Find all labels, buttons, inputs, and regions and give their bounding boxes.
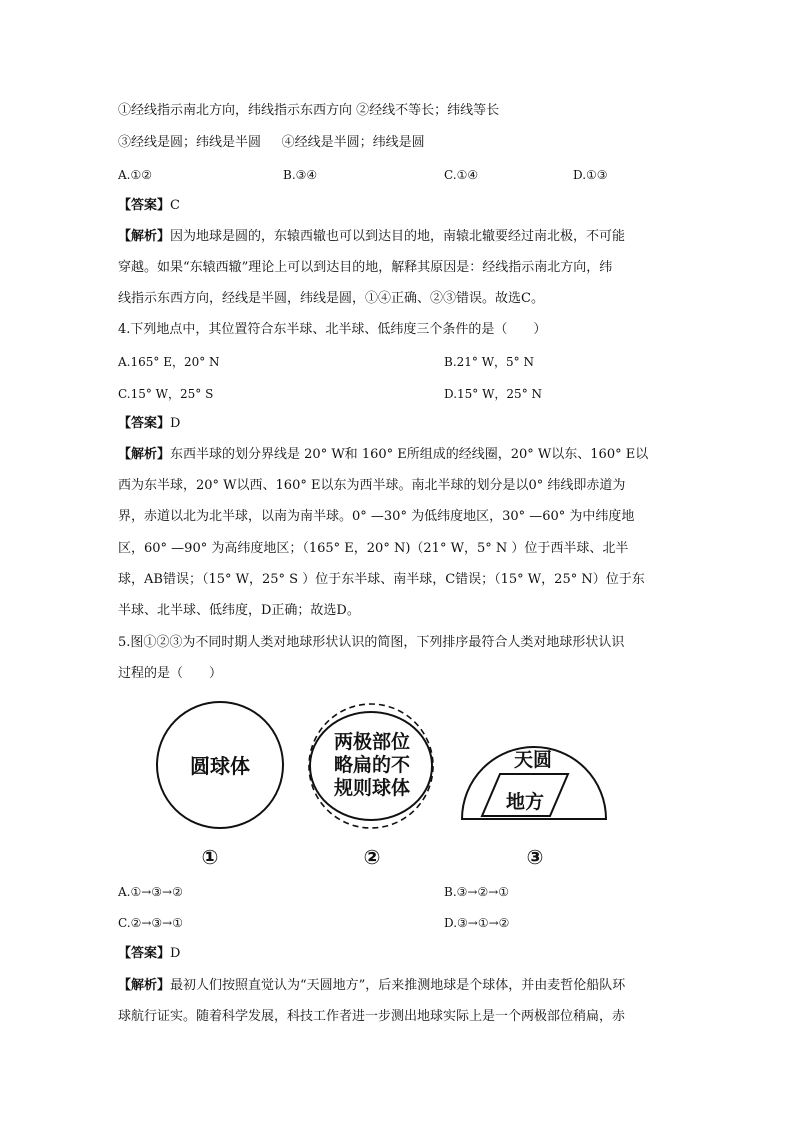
answer-value: D bbox=[170, 946, 181, 961]
q3-option-b: B.③④ bbox=[283, 168, 318, 182]
q5-question-line-2: 过程的是（ ） bbox=[118, 666, 223, 681]
q3-option-c: C.①④ bbox=[444, 168, 479, 182]
q4-analysis-line-6: 半球、北半球、低纬度，D正确；故选D。 bbox=[118, 603, 360, 618]
analysis-tag: 【解析】 bbox=[118, 447, 171, 462]
q5-option-d: D.③→①→② bbox=[444, 916, 510, 930]
answer-value: D bbox=[170, 416, 181, 431]
q3-answer bbox=[118, 197, 180, 215]
q4-question: 4.下列地点中，其位置符合东半球、北半球、低纬度三个条件的是（ ） bbox=[118, 322, 547, 337]
q4-analysis-line-1 bbox=[118, 446, 648, 464]
fig2-label-line-2: 略扁的不 bbox=[333, 754, 411, 776]
q3-option-d: D.①③ bbox=[573, 168, 608, 182]
answer-value: C bbox=[170, 198, 180, 213]
q4-analysis-line-5: 球，AB错误；（15° W，25° S ）位于东半球、南半球，C错误；（15° W，25° N）位于东 bbox=[118, 572, 645, 587]
fig1-label: 圆球体 bbox=[190, 754, 250, 778]
q4-option-d: D.15° W，25° N bbox=[444, 387, 543, 401]
answer-tag: 【答案】 bbox=[118, 198, 171, 213]
q3-analysis-line-3: 线指示东西方向，经线是半圆，纬线是圆，①④正确、②③错误。故选C。 bbox=[118, 291, 544, 306]
q4-analysis-line-3: 界，赤道以北为北半球，以南为南半球。0° —30° 为低纬度地区，30° —60° 为中纬度地 bbox=[118, 509, 635, 524]
analysis-text: 因为地球是圆的，东辕西辙也可以到达目的地，南辕北辙要经过南北极，不可能 bbox=[170, 229, 626, 244]
q3-statement-1: ①经线指示南北方向，纬线指示东西方向 ②经线不等长；纬线等长 bbox=[118, 103, 500, 118]
fig1-number: ① bbox=[201, 845, 219, 869]
q5-analysis-line-1 bbox=[118, 977, 625, 995]
fig2-label-line-3: 规则球体 bbox=[333, 777, 411, 799]
q4-analysis-line-2: 西为东半球，20° W以西、160° E以东为西半球。南北半球的划分是以0° 纬线即赤道为 bbox=[118, 478, 626, 493]
q4-answer bbox=[118, 415, 180, 433]
q5-question-line-1: 5.图①②③为不同时期人类对地球形状认识的简图，下列排序最符合人类对地球形状认识 bbox=[118, 635, 625, 650]
q5-option-c: C.②→③→① bbox=[118, 916, 183, 930]
q4-option-c: C.15° W，25° S bbox=[118, 387, 214, 401]
q3-analysis-line-1 bbox=[118, 228, 625, 246]
fig3-number: ③ bbox=[526, 845, 544, 869]
fig2-label-line-1: 两极部位 bbox=[333, 731, 411, 753]
q5-option-a: A.①→③→② bbox=[118, 885, 183, 899]
q4-option-a: A.165° E，20° N bbox=[118, 355, 220, 369]
analysis-tag: 【解析】 bbox=[118, 978, 171, 993]
fig3-top-label: 天圆 bbox=[513, 749, 553, 771]
q5-answer bbox=[118, 945, 180, 963]
q5-analysis-line-2: 球航行证实。随着科学发展，科技工作者进一步测出地球实际上是一个两极部位稍扁，赤 bbox=[118, 1009, 626, 1024]
earth-shape-figure bbox=[150, 700, 640, 875]
q3-statement-2: ③经线是圆；纬线是半圆 ④经线是半圆；纬线是圆 bbox=[118, 135, 425, 150]
answer-tag: 【答案】 bbox=[118, 946, 171, 961]
analysis-text: 最初人们按照直觉认为“天圆地方”，后来推测地球是个球体，并由麦哲伦船队环 bbox=[170, 978, 626, 993]
q3-option-a: A.①② bbox=[118, 168, 152, 182]
q3-analysis-line-2: 穿越。如果“东辕西辙”理论上可以到达目的地，解释其原因是：经线指示南北方向，纬 bbox=[118, 260, 613, 275]
answer-tag: 【答案】 bbox=[118, 416, 171, 431]
analysis-tag: 【解析】 bbox=[118, 229, 171, 244]
analysis-text: 东西半球的划分界线是 20° W和 160° E所组成的经线圈，20° W以东、160° E以 bbox=[170, 447, 649, 462]
q4-analysis-line-4: 区，60° —90° 为高纬度地区；（165° E，20° N)（21° W，5° N ）位于西半球、北半 bbox=[118, 541, 629, 556]
fig2-number: ② bbox=[363, 845, 381, 869]
fig3-bottom-label: 地方 bbox=[505, 791, 545, 813]
q4-option-b: B.21° W，5° N bbox=[444, 355, 535, 369]
q5-option-b: B.③→②→① bbox=[444, 885, 510, 899]
